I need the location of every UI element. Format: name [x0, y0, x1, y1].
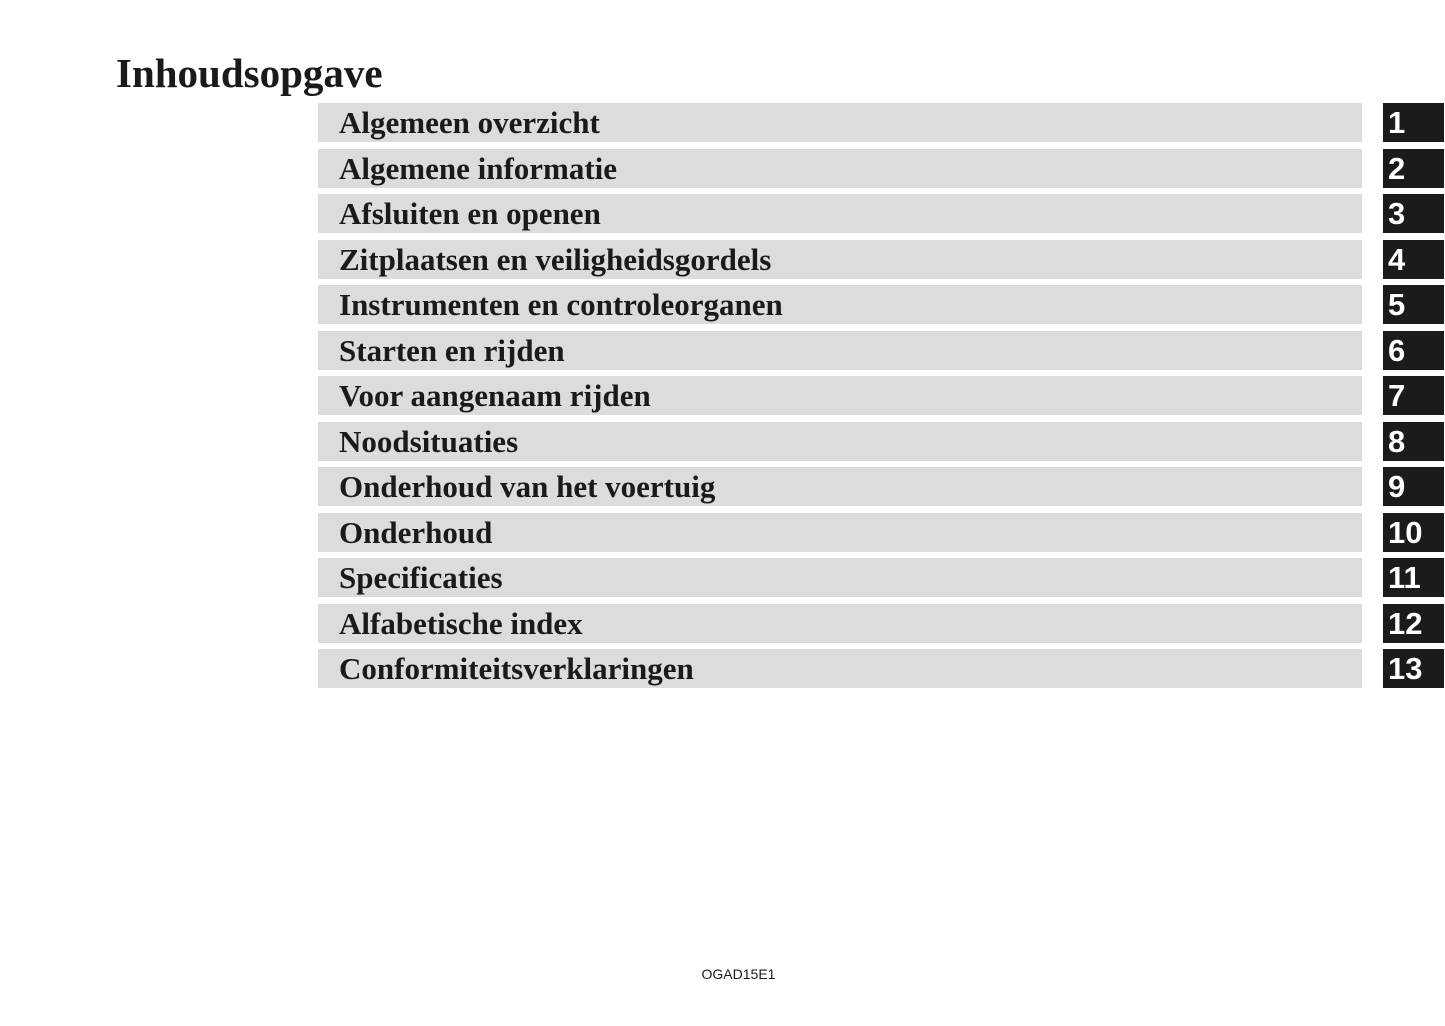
toc-item-conformiteitsverklaringen[interactable]: Conformiteitsverklaringen: [318, 649, 1362, 688]
toc-item-specificaties[interactable]: Specificaties: [318, 558, 1362, 597]
chapter-tab-13[interactable]: 13: [1383, 649, 1444, 688]
toc-item-algemene-informatie[interactable]: Algemene informatie: [318, 149, 1362, 188]
toc-item-instrumenten-en-controleorganen[interactable]: Instrumenten en controleorganen: [318, 285, 1362, 324]
toc-row-8: [318, 422, 1445, 461]
toc-row-2: [318, 149, 1445, 188]
toc-row-10: [318, 513, 1445, 552]
table-of-contents: [318, 103, 1445, 695]
toc-row-12: [318, 604, 1445, 643]
chapter-tab-6[interactable]: 6: [1383, 331, 1444, 370]
toc-row-6: [318, 331, 1445, 370]
toc-row-5: [318, 285, 1445, 324]
toc-row-11: [318, 558, 1445, 597]
chapter-tab-3[interactable]: 3: [1383, 194, 1444, 233]
document-code: OGAD15E1: [701, 966, 776, 982]
toc-row-4: [318, 240, 1445, 279]
toc-item-onderhoud-van-het-voertuig[interactable]: Onderhoud van het voertuig: [318, 467, 1362, 506]
toc-row-9: [318, 467, 1445, 506]
toc-item-noodsituaties[interactable]: Noodsituaties: [318, 422, 1362, 461]
toc-item-voor-aangenaam-rijden[interactable]: Voor aangenaam rijden: [318, 376, 1362, 415]
toc-item-zitplaatsen-en-veiligheidsgordels[interactable]: Zitplaatsen en veiligheidsgordels: [318, 240, 1362, 279]
toc-row-1: [318, 103, 1445, 142]
toc-row-7: [318, 376, 1445, 415]
chapter-tab-1[interactable]: 1: [1383, 103, 1444, 142]
toc-row-3: [318, 194, 1445, 233]
toc-item-alfabetische-index[interactable]: Alfabetische index: [318, 604, 1362, 643]
chapter-tab-5[interactable]: 5: [1383, 285, 1444, 324]
page-title: Inhoudsopgave: [116, 50, 383, 96]
chapter-tab-11[interactable]: 11: [1383, 558, 1444, 597]
chapter-tab-4[interactable]: 4: [1383, 240, 1444, 279]
toc-item-onderhoud[interactable]: Onderhoud: [318, 513, 1362, 552]
toc-item-algemeen-overzicht[interactable]: Algemeen overzicht: [318, 103, 1362, 142]
chapter-tab-10[interactable]: 10: [1383, 513, 1444, 552]
toc-item-afsluiten-en-openen[interactable]: Afsluiten en openen: [318, 194, 1362, 233]
chapter-tab-12[interactable]: 12: [1383, 604, 1444, 643]
chapter-tab-8[interactable]: 8: [1383, 422, 1444, 461]
chapter-tab-7[interactable]: 7: [1383, 376, 1444, 415]
toc-item-starten-en-rijden[interactable]: Starten en rijden: [318, 331, 1362, 370]
toc-row-13: [318, 649, 1445, 688]
chapter-tab-9[interactable]: 9: [1383, 467, 1444, 506]
chapter-tab-2[interactable]: 2: [1383, 149, 1444, 188]
